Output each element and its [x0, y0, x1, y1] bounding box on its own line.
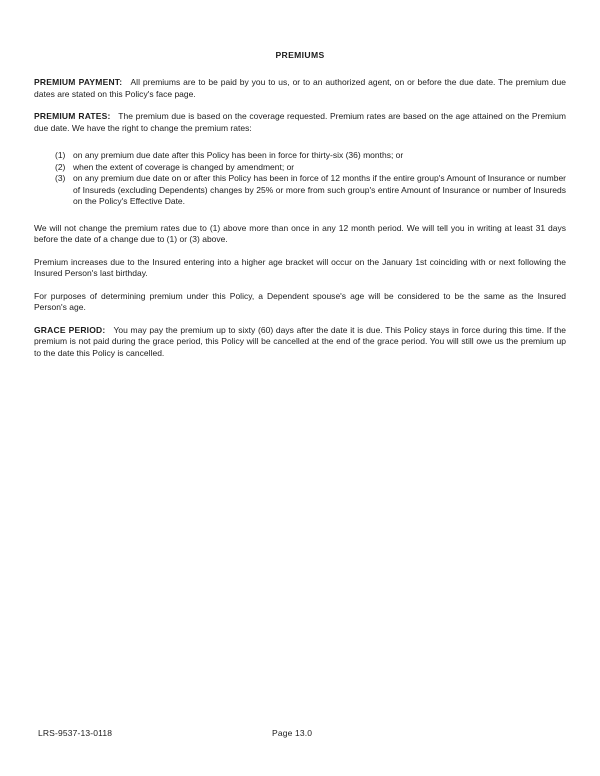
section-grace-period	[34, 325, 566, 360]
list-item-marker: (3)	[55, 173, 66, 183]
premium-rate-change-list	[34, 150, 566, 208]
list-item-marker: (2)	[55, 161, 66, 172]
footer-form-number: LRS-9537-13-0118	[38, 728, 113, 738]
section-premium-rates	[34, 111, 566, 134]
paragraph-age-bracket-increase: Premium increases due to the Insured entering into a higher age bracket will occur on the January 1st coinciding with or next following the Insured Person's last birthday.	[34, 256, 566, 278]
page-title: PREMIUMS	[275, 50, 325, 60]
paragraph-dependent-spouse-age: For purposes of determining premium under this Policy, a Dependent spouse's age will be considered to be the same as the Insured Person's age.	[34, 290, 566, 312]
section-body-premium-rates: The premium due is based on the coverage requested. Premium rates are based on the age attained on the Premium due date. We have the right to change the premium rates:	[34, 111, 566, 133]
section-heading-premium-rates: PREMIUM RATES:	[34, 111, 111, 121]
list-item-marker: (1)	[55, 150, 66, 160]
page-footer	[0, 727, 600, 741]
list-item	[34, 162, 566, 174]
list-item-text: when the extent of coverage is changed by amendment; or	[73, 161, 295, 172]
list-item	[34, 150, 566, 162]
paragraph-rate-change-notice: We will not change the premium rates due to (1) above more than once in any 12 month period. We will tell you in writing at least 31 days before the date of a change due to (1) or (3) above.	[34, 222, 566, 244]
section-body-premium-payment: All premiums are to be paid by you to us, or to an authorized agent, on or before the due date. The premium due dates are stated on this Policy's face page.	[34, 77, 566, 99]
list-item-text: on any premium due date after this Policy has been in force for thirty-six (36) months; or	[73, 150, 404, 160]
section-body-grace-period: You may pay the premium up to sixty (60) days after the date it is due. This Policy stays in force during this time. If the premium is not paid during the grace period, this Policy will be cancelled at the end of the grace period. You will still owe us the premium up to the date this Policy is cancelled.	[34, 324, 567, 358]
document-content	[34, 50, 566, 370]
section-premium-payment	[34, 77, 566, 100]
list-item-text: on any premium due date on or after this Policy has been in force of 12 months if the entire group's Amount of Insurance or number of Insureds (excluding Dependents) changes by 25% or more from such group's entire Amount of Insurance or number of Insureds on the Policy's Effective Date.	[73, 173, 567, 206]
section-heading-grace-period: GRACE PERIOD:	[34, 324, 106, 335]
list-item	[34, 173, 566, 208]
section-heading-premium-payment: PREMIUM PAYMENT:	[34, 77, 123, 87]
footer-page-label: Page 13.0	[272, 728, 313, 738]
